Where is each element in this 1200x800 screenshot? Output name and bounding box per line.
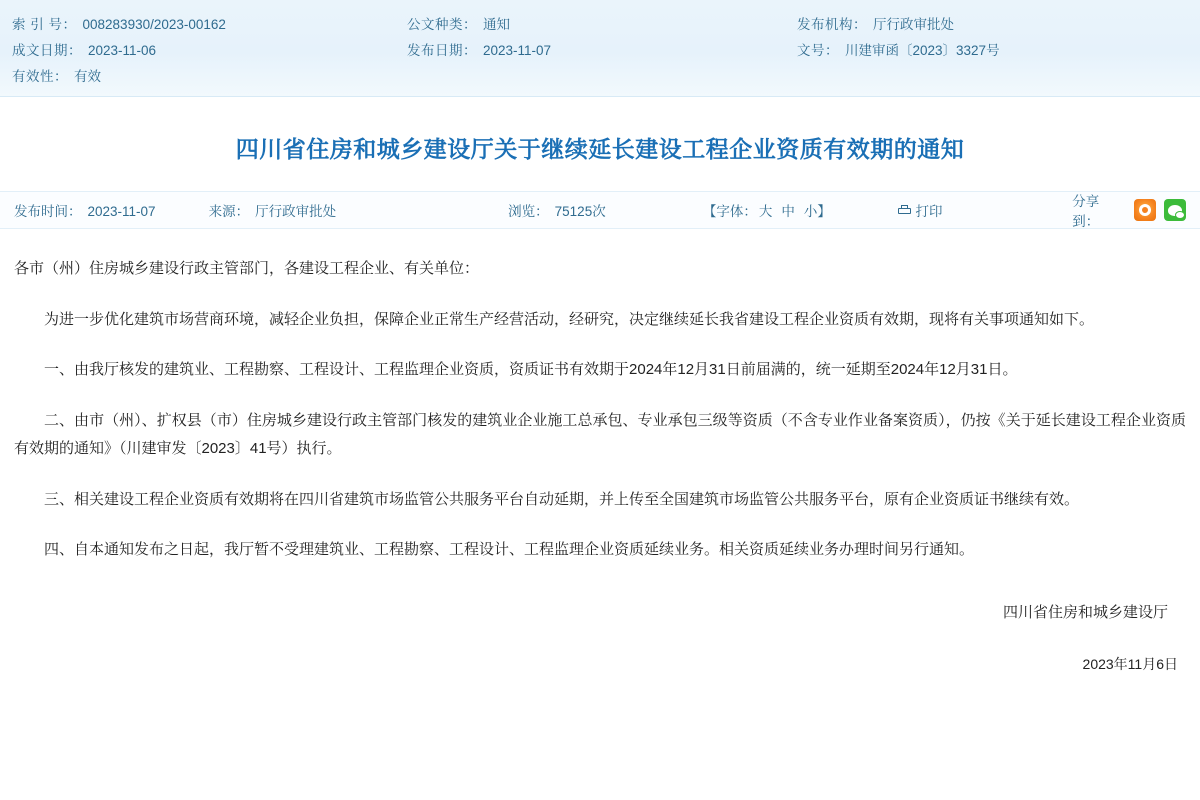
share-section [1072,190,1186,230]
meta-value: 2023-11-06 [88,43,157,58]
meta-value: 有效 [74,69,101,84]
meta-publish-date [407,39,797,59]
body-paragraph-item-1: 一、由我厅核发的建筑业、工程勘察、工程设计、工程监理企业资质，资质证书有效期于2024年12月31日前届满的，统一延期至2024年12月31日。 [44,361,1018,379]
meta-row [12,10,1188,36]
meta-value: 厅行政审批处 [873,17,954,32]
document-body [0,229,1200,678]
weibo-share-icon[interactable] [1134,199,1156,221]
meta-value: 2023-11-07 [483,43,552,58]
font-size-label-end: 】 [817,204,831,220]
source-label: 来源： [208,204,250,220]
meta-label: 文号： [797,43,839,58]
body-paragraph-intro: 为进一步优化建筑市场营商环境，减轻企业负担，保障企业正常生产经营活动，经研究，决定继续延长我省建设工程企业资质有效期，现将有关事项通知如下。 [44,310,1095,328]
publish-time-label: 发布时间： [14,204,82,220]
meta-label: 有效性： [12,69,68,84]
meta-label: 索 引 号： [12,17,77,32]
wechat-share-icon[interactable] [1164,199,1186,221]
page-title: 四川省住房和城乡建设厅关于继续延长建设工程企业资质有效期的通知 [235,136,965,162]
font-size-small[interactable]: 小 [803,204,818,220]
document-signature: 四川省住房和城乡建设厅 [1002,603,1168,621]
view-count-label: 浏览： [508,204,549,220]
font-size-medium[interactable]: 中 [781,204,795,220]
document-date: 2023年11月6日 [1082,656,1178,673]
meta-doc-number [797,39,1188,59]
meta-label: 成文日期： [12,43,82,58]
font-size-large[interactable]: 大 [758,204,773,220]
meta-value: 川建审函〔2023〕3327号 [845,43,1000,58]
body-paragraph-item-4: 四、自本通知发布之日起，我厅暂不受理建筑业、工程勘察、工程设计、工程监理企业资质延续业务。相关资质延续业务办理时间另行通知。 [44,541,975,559]
meta-validity [12,65,407,85]
body-paragraph-item-3: 三、相关建设工程企业资质有效期将在四川省建筑市场监管公共服务平台自动延期，并上传至全国建筑市场监管公共服务平台，原有企业资质证书继续有效。 [44,490,1080,508]
body-paragraph-item-2: 二、由市（州）、扩权县（市）住房城乡建设行政主管部门核发的建筑业企业施工总承包、专业承包三级等资质（不含专业作业备案资质），仍按《关于延长建设工程企业资质有效期的通知》（川建审发〔2023〕41号）执行。 [14,411,1186,458]
meta-doc-type [407,13,797,33]
meta-label: 公文种类： [407,17,477,32]
meta-value: 008283930/2023-00162 [82,17,226,32]
source [209,200,508,220]
print-button[interactable] [898,200,1073,220]
meta-index-number [12,13,407,33]
publish-time [14,200,209,220]
meta-label: 发布机构： [797,17,867,32]
publish-time-value: 2023-11-07 [87,204,156,220]
meta-publisher [797,13,1188,33]
body-paragraph-salutation: 各市（州）住房城乡建设行政主管部门，各建设工程企业、有关单位： [14,260,480,278]
share-label: 分享到： [1072,194,1100,230]
meta-row [12,62,1188,88]
meta-row [12,36,1188,62]
meta-label: 发布日期： [407,43,477,58]
title-section [0,97,1200,191]
font-size-label: 【字体： [702,204,757,220]
document-meta-header [0,0,1200,97]
document-info-bar [0,191,1200,229]
print-label: 打印 [915,204,943,220]
meta-value: 通知 [483,17,510,32]
view-count-value: 75125次 [554,204,606,220]
printer-icon [898,205,911,216]
meta-written-date [12,39,407,59]
source-value: 厅行政审批处 [255,204,337,220]
view-count [508,200,703,220]
font-size-control [703,200,898,220]
